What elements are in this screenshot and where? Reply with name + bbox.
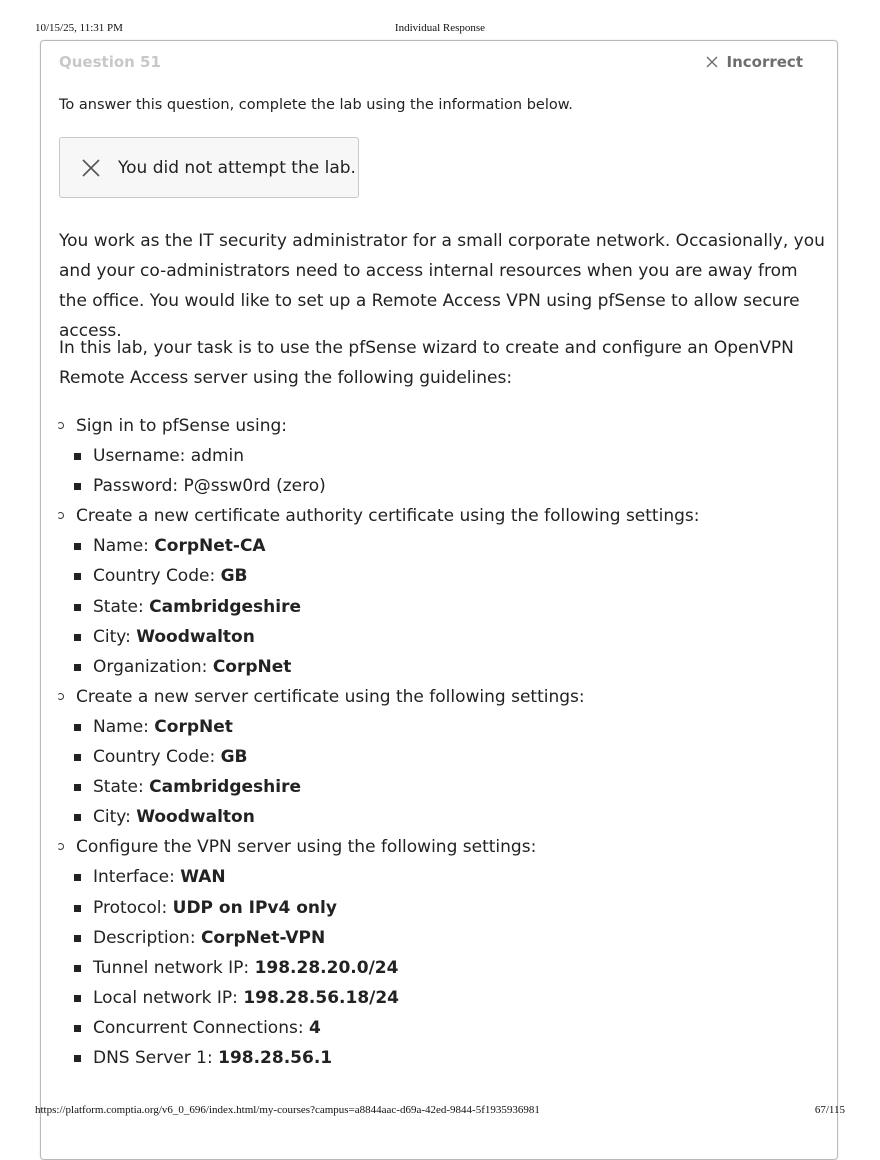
question-number: Question 51 (59, 53, 161, 71)
setting-item (41, 742, 839, 772)
setting-label: Username: admin (93, 446, 245, 467)
setting-value: GB (220, 747, 248, 768)
setting-label: Password: P@ssw0rd (zero) (93, 476, 326, 497)
setting-item (41, 652, 839, 682)
setting-label: Country Code: (93, 566, 221, 587)
setting-item (41, 531, 839, 561)
print-datetime: 10/15/25, 11:31 PM (35, 22, 123, 34)
question-intro: To answer this question, complete the lab using the information below. (59, 97, 573, 113)
setting-value: GB (220, 566, 248, 587)
setting-label: City: (93, 626, 137, 647)
setting-value: 198.28.56.1 (218, 1047, 333, 1068)
setting-label: Country Code: (93, 747, 221, 768)
setting-item (41, 983, 839, 1013)
task-paragraph: In this lab, your task is to use the pfSense wizard to create and configure an OpenVPN Remote Access server using the following guidelines: (59, 338, 794, 388)
close-icon (82, 159, 100, 177)
setting-label: State: (93, 777, 150, 798)
setting-value: CorpNet (154, 716, 233, 737)
print-title: Individual Response (394, 22, 486, 34)
setting-label: Organization: (93, 656, 213, 677)
task-item: Create a new certificate authority certificate using the following settings: (41, 501, 839, 531)
question-card (40, 40, 838, 1160)
lab-notice (59, 137, 359, 198)
setting-item (41, 471, 839, 501)
setting-item (41, 1013, 839, 1043)
setting-item (41, 622, 839, 652)
scenario-paragraph: You work as the IT security administrator for a small corporate network. Occasionally, you and your co-administrators need to access internal resources when you are away from the office. You would like to set up a Remote Access VPN using pfSense to allow secure access. (59, 231, 825, 341)
task-item: Create a new server certificate using the following settings: (41, 682, 839, 712)
setting-item (41, 772, 839, 802)
setting-item (41, 561, 839, 591)
setting-item (41, 953, 839, 983)
setting-label: Description: (93, 927, 201, 948)
print-url: https://platform.comptia.org/v6_0_696/index.html/my-courses?campus=a8844aac-d69a-42ed-9844-5f1935936981 (35, 1104, 540, 1116)
result-status (706, 53, 804, 71)
setting-label: Name: (93, 536, 155, 557)
setting-label: Name: (93, 716, 155, 737)
setting-value: CorpNet (212, 656, 292, 677)
setting-value: Cambridgeshire (149, 596, 302, 617)
task-item: Sign in to pfSense using: (41, 411, 839, 441)
setting-value: CorpNet-CA (154, 536, 266, 557)
setting-label: Protocol: (93, 897, 173, 918)
setting-label: State: (93, 596, 150, 617)
setting-item (41, 712, 839, 742)
setting-value: 4 (308, 1017, 321, 1038)
setting-value: UDP on IPv4 only (172, 897, 337, 918)
setting-label: City: (93, 807, 137, 828)
lab-notice-text: You did not attempt the lab. (118, 157, 356, 178)
setting-value: CorpNet-VPN (200, 927, 326, 948)
setting-value: 198.28.20.0/24 (254, 957, 399, 978)
setting-value: WAN (180, 867, 226, 888)
print-header (0, 22, 880, 36)
setting-item (41, 592, 839, 622)
close-icon (706, 56, 718, 68)
task-item: Configure the VPN server using the following settings: (41, 832, 839, 862)
setting-value: Woodwalton (136, 626, 255, 647)
setting-value: Woodwalton (136, 807, 255, 828)
setting-value: 198.28.56.18/24 (243, 987, 400, 1008)
setting-item (41, 923, 839, 953)
setting-label: DNS Server 1: (93, 1047, 219, 1068)
setting-item (41, 802, 839, 832)
setting-label: Concurrent Connections: (93, 1017, 309, 1038)
setting-item (41, 862, 839, 892)
setting-label: Local network IP: (93, 987, 244, 1008)
setting-label: Interface: (93, 867, 181, 888)
setting-value: Cambridgeshire (149, 777, 302, 798)
result-status-label: Incorrect (726, 53, 803, 71)
question-header (59, 53, 819, 75)
task-list (41, 411, 839, 1073)
setting-label: Tunnel network IP: (93, 957, 255, 978)
print-footer (0, 1104, 880, 1118)
setting-item (41, 893, 839, 923)
setting-item (41, 1043, 839, 1073)
print-page-number: 67/115 (814, 1104, 845, 1116)
setting-item (41, 441, 839, 471)
